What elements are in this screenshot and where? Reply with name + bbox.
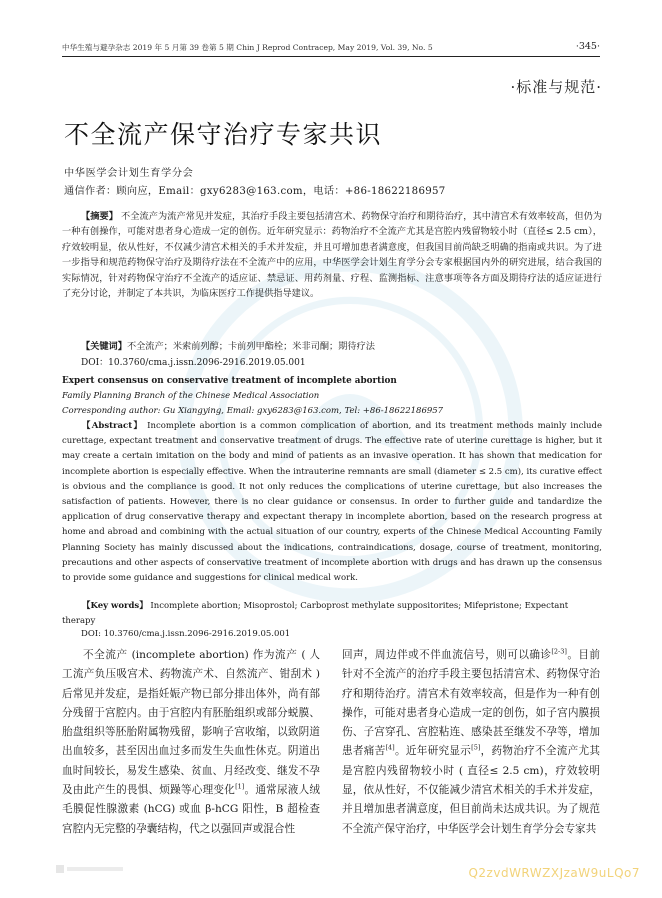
- en-abstract-label: 【Abstract】: [82, 421, 144, 431]
- cn-keywords-text: 不全流产；米索前列醇；卡前列甲酯栓；米非司酮；期待疗法: [126, 341, 375, 352]
- en-doi: DOI: 10.3760/cma.j.issn.2096-2916.2019.05.001: [81, 629, 291, 639]
- cn-abstract: [62, 209, 602, 301]
- en-title: Expert consensus on conservative treatment of incomplete abortion: [62, 376, 397, 386]
- author-organization: 中华医学会计划生育学分会: [64, 168, 194, 179]
- cn-abstract-label: 【摘要】: [81, 211, 119, 222]
- journal-info: 中华生殖与避孕杂志 2019 年 5 月第 39 卷第 5 期 Chin J Reprod Contracep, May 2019, Vol. 39, No. 5: [62, 43, 433, 52]
- cn-keywords: [62, 339, 602, 354]
- citation: [2-3]: [551, 647, 567, 656]
- cn-abstract-text: 不全流产为流产常见并发症，其治疗手段主要包括清宫术、药物保守治疗和期待治疗，其中清宫术有效率较高，但仍为一种有创操作，可能对患者身心造成一定的创伤。近年研究显示：药物治疗不全流产尤其是宫腔内残留物较小时（直径≤ 2.5 cm），疗效较明显，依从性好，不仅减少清宫术相关的手术并发症，并且可增加患者满意度，但我国目前尚缺乏明确的指南或共识。为了进一步指导和规范药物保守治疗及期待疗法在不全流产中的应用，中华医学会计划生育学分会专家根据国内外的研究进展，结合我国的实际情况，针对药物保守治疗不全流产的适应证、禁忌证、用药剂量、疗程、监测指标、注意事项等各方面及期待疗法的适应证进行了充分讨论，并制定了本共识，为临床医疗工作提供指导建议。: [62, 211, 603, 300]
- en-organization: Family Planning Branch of the Chinese Medical Association: [62, 391, 320, 401]
- header-rule: [62, 56, 600, 57]
- en-abstract: [62, 419, 602, 586]
- cn-keywords-label: 【关键词】: [81, 341, 127, 352]
- page-number: ·345·: [575, 41, 600, 52]
- citation: [1]: [235, 782, 245, 791]
- corresponding-author: 通信作者：顾向应，Email：gxy6283@163.com，电话：+86-18622186957: [64, 186, 446, 197]
- en-corresponding-author: Corresponding author: Gu Xiangying, Email: gxy6283@163.com, Tel: +86-18622186957: [62, 406, 444, 416]
- article-title: 不全流产保守治疗专家共识: [64, 120, 383, 149]
- citation: [4]: [385, 743, 395, 752]
- en-keywords-text: Incomplete abortion; Misoprostol; Carboprost methylate suppositorites; Mifepristone; Expectant therapy: [62, 601, 569, 627]
- en-keywords: [62, 599, 602, 629]
- cn-doi: DOI：10.3760/cma.j.issn.2096-2916.2019.05.001: [81, 358, 306, 368]
- footer-logo-icon: [56, 864, 126, 874]
- body-text: 。近年研究显示: [394, 745, 472, 758]
- en-keywords-label: 【Key words】: [82, 601, 148, 611]
- body-text: 。目前针对不全流产的治疗手段主要包括清宫术、药物保守治疗和期待治疗。清宫术有效率较高，但是作为一种有创操作，可能对患者身心造成一定的创伤，如子宫内膜损伤、子宫穿孔、宫腔粘连、感染甚至继发不孕等，增加患者痛苦: [342, 649, 600, 758]
- en-abstract-text: Incomplete abortion is a common complication of abortion, and its treatment methods mainly include curettage, expectant treatment and conservative treatment of drugs. The effective rate of uterine curettage is higher, but it may create a certain imitation on the body and mind of patients as an invasive operation. It has shown that medication for incomplete abortion is especially effective. When the intrauterine remnants are small (diameter ≤ 2.5 cm), its curative effect is obvious and the compliance is good. It not only reduces the complications of uterine curettage, but also increases the satisfaction of patients. However, there is no clear guidance or consensus. In order to further guide and tandardize the application of drug conservative therapy and expectant therapy in incomplete abortion, based on the research progress at home and abroad and combining with the actual situation of our country, experts of the Chinese Medical Accounting Family Planning Society has mainly discussed about the indications, contraindications, dosage, course of treatment, monitoring, precautions and other aspects of conservative treatment of incomplete abortion with drugs and has drawn up the consensus to provide some guidance and suggestions for clinical medical work.: [62, 421, 603, 584]
- body-text: ，药物治疗不全流产尤其是宫腔内残留物较小时 ( 直径≤ 2.5 cm)，疗效较明显，依从性好，不仅能减少清宫术相关的手术并发症，并且增加患者满意度，但目前尚未达成共识。为了规范不全流产保守治疗，中华医学会计划生育学分会专家共: [342, 745, 601, 835]
- body-text: 。通常尿液人绒毛膜促性腺激素 (hCG) 或血 β-hCG 阳性，B 超检查宫腔内无完整的孕囊结构，代之以强回声或混合性: [62, 784, 321, 835]
- citation: [5]: [471, 743, 481, 752]
- footer-code: Q2zvdWRWZXJzaW9uLQo7: [468, 866, 640, 880]
- body-column-right: [342, 646, 600, 839]
- body-text: 回声，周边伴或不伴血流信号，则可以确诊: [342, 649, 552, 661]
- section-label: ·标准与规范·: [510, 78, 602, 96]
- body-text: 不全流产 (incomplete abortion) 作为流产 ( 人工流产负压吸宫术、药物流产术、自然流产、钳刮术 ) 后常见并发症，是指妊娠产物已部分排出体外，尚有部分残留于宫腔内。由于宫腔内有胚胎组织或部分蜕膜、胎盘组织等胚胎附属物残留，影响子宫收缩，以致阴道出血较多，甚至因出血过多而发生失血性休克。阴道出血时间较长，易发生感染、贫血、月经改变、继发不孕及由此产生的畏惧、烦躁等心理变化: [62, 649, 320, 797]
- body-column-left: [62, 646, 320, 839]
